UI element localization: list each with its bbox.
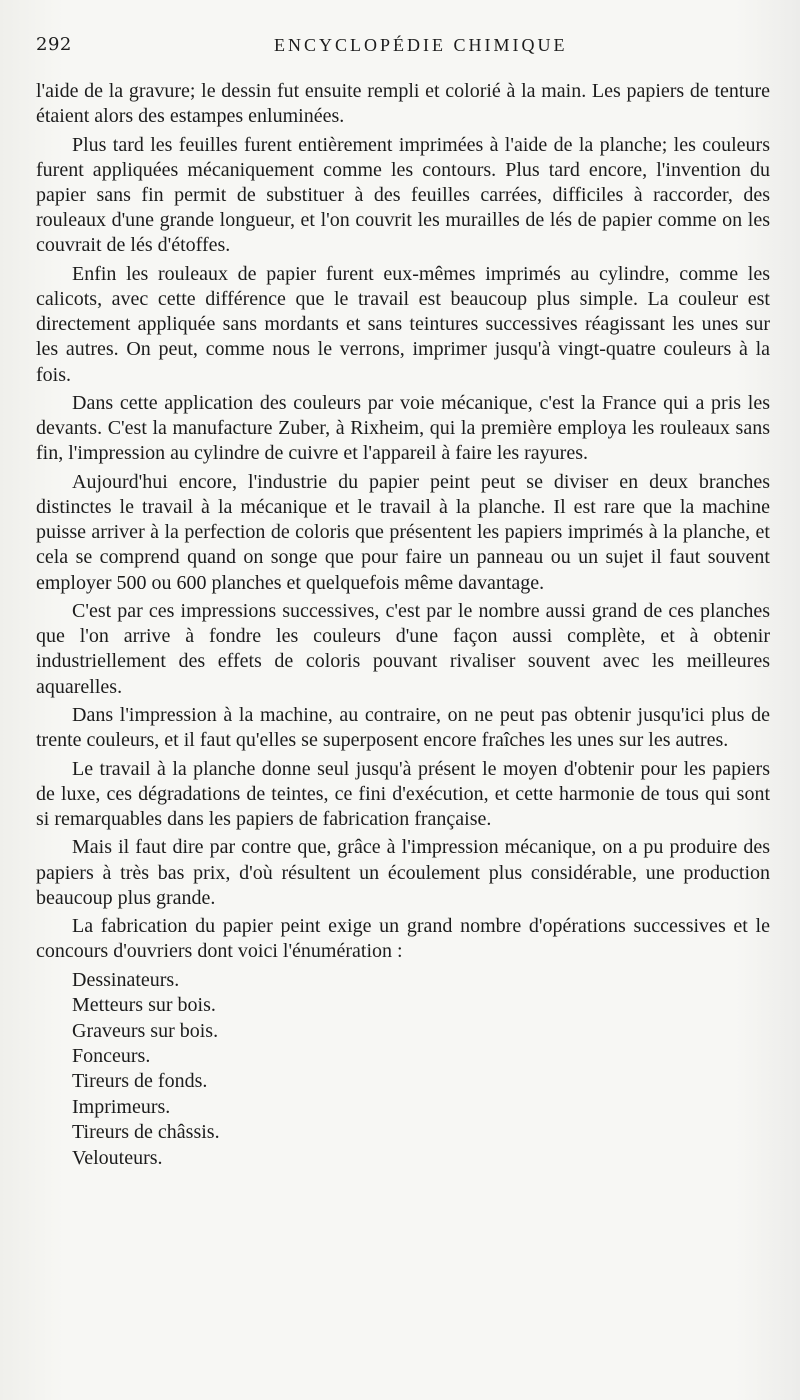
list-item: Tireurs de fonds. xyxy=(72,1070,208,1093)
list-item: Dessinateurs. xyxy=(72,968,180,991)
paragraph: Aujourd'hui encore, l'industrie du papier peint peut se diviser en deux branches distinctes le travail à la mécanique et le travail à la planche. Il est rare que la machine puisse arriver à la perfection de coloris que présentent les papiers imprimés à la planche, et cela se comprend quand on songe que pour faire un panneau ou un sujet il faut souvent employer 500 ou 600 planches et quelquefois même davantage. xyxy=(36,470,770,594)
paragraph: Mais il faut dire par contre que, grâce à l'impression mécanique, on a pu produire des papiers à très bas prix, d'où résultent un écoulement plus considérable, une production beaucoup plus grande. xyxy=(36,836,770,909)
paragraph: Dans l'impression à la machine, au contraire, on ne peut pas obtenir jusqu'ici plus de trente couleurs, et il faut qu'elles se superposent encore fraîches les unes sur les autres. xyxy=(36,704,770,752)
page-header xyxy=(36,34,780,60)
paragraph-continuation: l'aide de la gravure; le dessin fut ensuite rempli et colorié à la main. Les papiers de tenture étaient alors des estampes enluminées. xyxy=(36,80,770,128)
paragraph: Le travail à la planche donne seul jusqu'à présent le moyen d'obtenir pour les papiers de luxe, ces dégradations de teintes, ce fini d'exécution, et cette harmonie de tous qui sont si remarquables dans les papiers de fabrication française. xyxy=(36,757,770,830)
paragraph: Plus tard les feuilles furent entièrement imprimées à l'aide de la planche; les couleurs furent appliquées mécaniquement comme les contours. Plus tard encore, l'invention du papier sans fin permit de substituer à des feuilles carrées, difficiles à raccorder, des rouleaux d'une grande longueur, et l'on couvrit les murailles de lés de papier comme on les couvrait de lés d'étoffes. xyxy=(36,133,770,257)
running-title: ENCYCLOPÉDIE CHIMIQUE xyxy=(274,35,568,55)
page-number: 292 xyxy=(36,34,72,55)
paragraph: C'est par ces impressions successives, c'est par le nombre aussi grand de ces planches que l'on arrive à fondre les couleurs d'une façon aussi complète, et à obtenir industriellement des effets de coloris pouvant rivaliser souvent avec les meilleures aquarelles. xyxy=(36,600,770,698)
workers-list xyxy=(36,968,770,1171)
list-item: Fonceurs. xyxy=(72,1044,151,1067)
paragraph: Dans cette application des couleurs par voie mécanique, c'est la France qui a pris les devants. C'est la manufacture Zuber, à Rixheim, qui la première employa les rouleaux sans fin, l'impression au cylindre de cuivre et l'appareil à faire les rayures. xyxy=(36,392,770,465)
paragraph: Enfin les rouleaux de papier furent eux-mêmes imprimés au cylindre, comme les calicots, avec cette différence que le travail est beaucoup plus simple. La couleur est directement appliquée sans mordants et sans teintures successives réagissant les unes sur les autres. On peut, comme nous le verrons, imprimer jusqu'à vingt-quatre couleurs à la fois. xyxy=(36,262,770,386)
paragraph: La fabrication du papier peint exige un grand nombre d'opérations successives et le concours d'ouvriers dont voici l'énumération : xyxy=(36,915,770,963)
list-item: Imprimeurs. xyxy=(72,1095,171,1118)
body-text xyxy=(36,79,770,1171)
list-item: Velouteurs. xyxy=(72,1146,163,1169)
list-item: Tireurs de châssis. xyxy=(72,1121,220,1144)
list-item: Graveurs sur bois. xyxy=(72,1019,219,1042)
list-item: Metteurs sur bois. xyxy=(72,994,216,1017)
